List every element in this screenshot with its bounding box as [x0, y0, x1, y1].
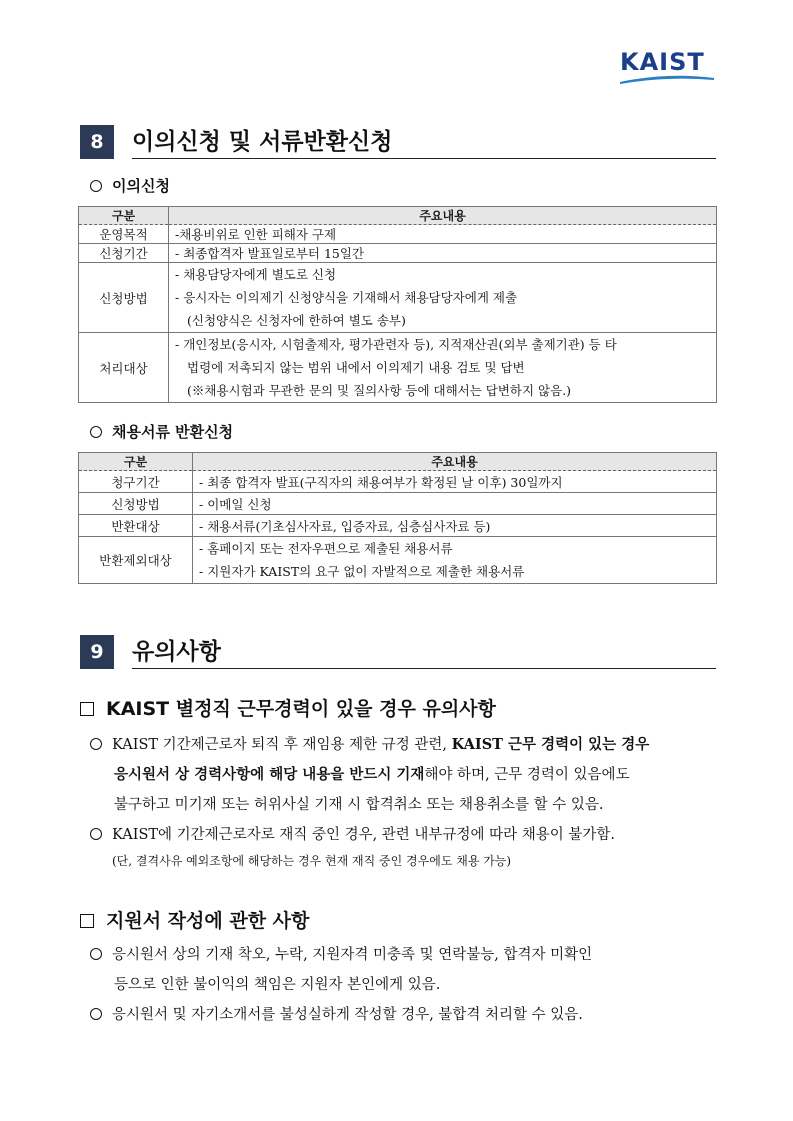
logo-swoosh [620, 74, 714, 84]
table-row: 신청기간 - 최종합격자 발표일로부터 15일간 [79, 244, 717, 263]
list-item-continuation: 응시원서 상 경력사항에 해당 내용을 반드시 기재해야 하며, 근무 경력이 있음에도 [114, 766, 630, 783]
table-row: 처리대상 - 개인정보(응시자, 시험출제자, 평가관련자 등), 지적재산권(외부 출제기관) 등 타 법령에 저촉되지 않는 범위 내에서 이의제기 내용 검토 및 답변 (※채용시험과 무관한 문의 및 질의사항 등에 대해서는 답변하지 않음.) [79, 333, 717, 403]
heading-application-writing: 지원서 작성에 관한 사항 [80, 906, 309, 933]
square-bullet-icon [80, 914, 94, 928]
list-item-continuation: 등으로 인한 불이익의 책임은 지원자 본인에게 있음. [114, 977, 441, 993]
list-item-continuation: 불구하고 미기재 또는 허위사실 기재 시 합격취소 또는 채용취소를 할 수 있음. [114, 797, 604, 813]
subheading-objection: 이의신청 [90, 175, 170, 196]
section-number: 9 [80, 635, 114, 669]
table-row: 반환대상 - 채용서류(기초심사자료, 입증자료, 심층심사자료 등) [79, 515, 717, 537]
objection-table [78, 206, 717, 403]
list-item: KAIST 기간제근로자 퇴직 후 재임용 제한 규정 관련, KAIST 근무 경력이 있는 경우 [90, 730, 720, 760]
application-notes [90, 940, 720, 1030]
table-header: 구분 [79, 207, 169, 225]
circle-bullet-icon [90, 738, 102, 750]
circle-bullet-icon [90, 828, 102, 840]
section-8-heading [80, 125, 716, 159]
table-row: 신청방법 - 이메일 신청 [79, 493, 717, 515]
list-item: 응시원서 및 자기소개서를 불성실하게 작성할 경우, 불합격 처리할 수 있음. [90, 1000, 720, 1030]
circle-bullet-icon [90, 426, 102, 438]
section-number: 8 [80, 125, 114, 159]
document-return-table [78, 452, 717, 584]
table-row: 반환제외대상 - 홈페이지 또는 전자우편으로 제출된 채용서류 - 지원자가 KAIST의 요구 없이 자발적으로 제출한 채용서류 [79, 537, 717, 584]
table-header: 주요내용 [193, 453, 717, 471]
circle-bullet-icon [90, 180, 102, 192]
section-title: 유의사항 [132, 639, 221, 665]
section-9-heading [80, 635, 716, 669]
kaist-logo [620, 50, 714, 84]
list-item: 응시원서 상의 기재 착오, 누락, 지원자격 미충족 및 연락불능, 합격자 미확인 [90, 940, 720, 970]
table-row: 청구기간 - 최종 합격자 발표(구직자의 채용여부가 확정된 날 이후) 30일까지 [79, 471, 717, 493]
table-header: 주요내용 [169, 207, 717, 225]
table-header: 구분 [79, 453, 193, 471]
kaist-experience-notes [90, 730, 720, 850]
heading-kaist-experience: KAIST 별정직 근무경력이 있을 경우 유의사항 [80, 694, 496, 721]
circle-bullet-icon [90, 1008, 102, 1020]
table-row: 신청방법 - 채용담당자에게 별도로 신청 - 응시자는 이의제기 신청양식을 기재해서 채용담당자에게 제출 (신청양식은 신청자에 한하여 별도 송부) [79, 263, 717, 333]
circle-bullet-icon [90, 948, 102, 960]
table-row: 운영목적 -채용비위로 인한 피해자 구제 [79, 225, 717, 244]
section-rule [132, 158, 716, 159]
square-bullet-icon [80, 702, 94, 716]
section-rule [132, 668, 716, 669]
subheading-document-return: 채용서류 반환신청 [90, 421, 233, 442]
section-title: 이의신청 및 서류반환신청 [132, 129, 393, 155]
logo-text: KAIST [620, 48, 705, 76]
list-item: KAIST에 기간제근로자로 재직 중인 경우, 관련 내부규정에 따라 채용이 불가함. [90, 820, 720, 850]
note-text: (단, 결격사유 예외조항에 해당하는 경우 현재 재직 중인 경우에도 채용 가능) [112, 854, 512, 868]
